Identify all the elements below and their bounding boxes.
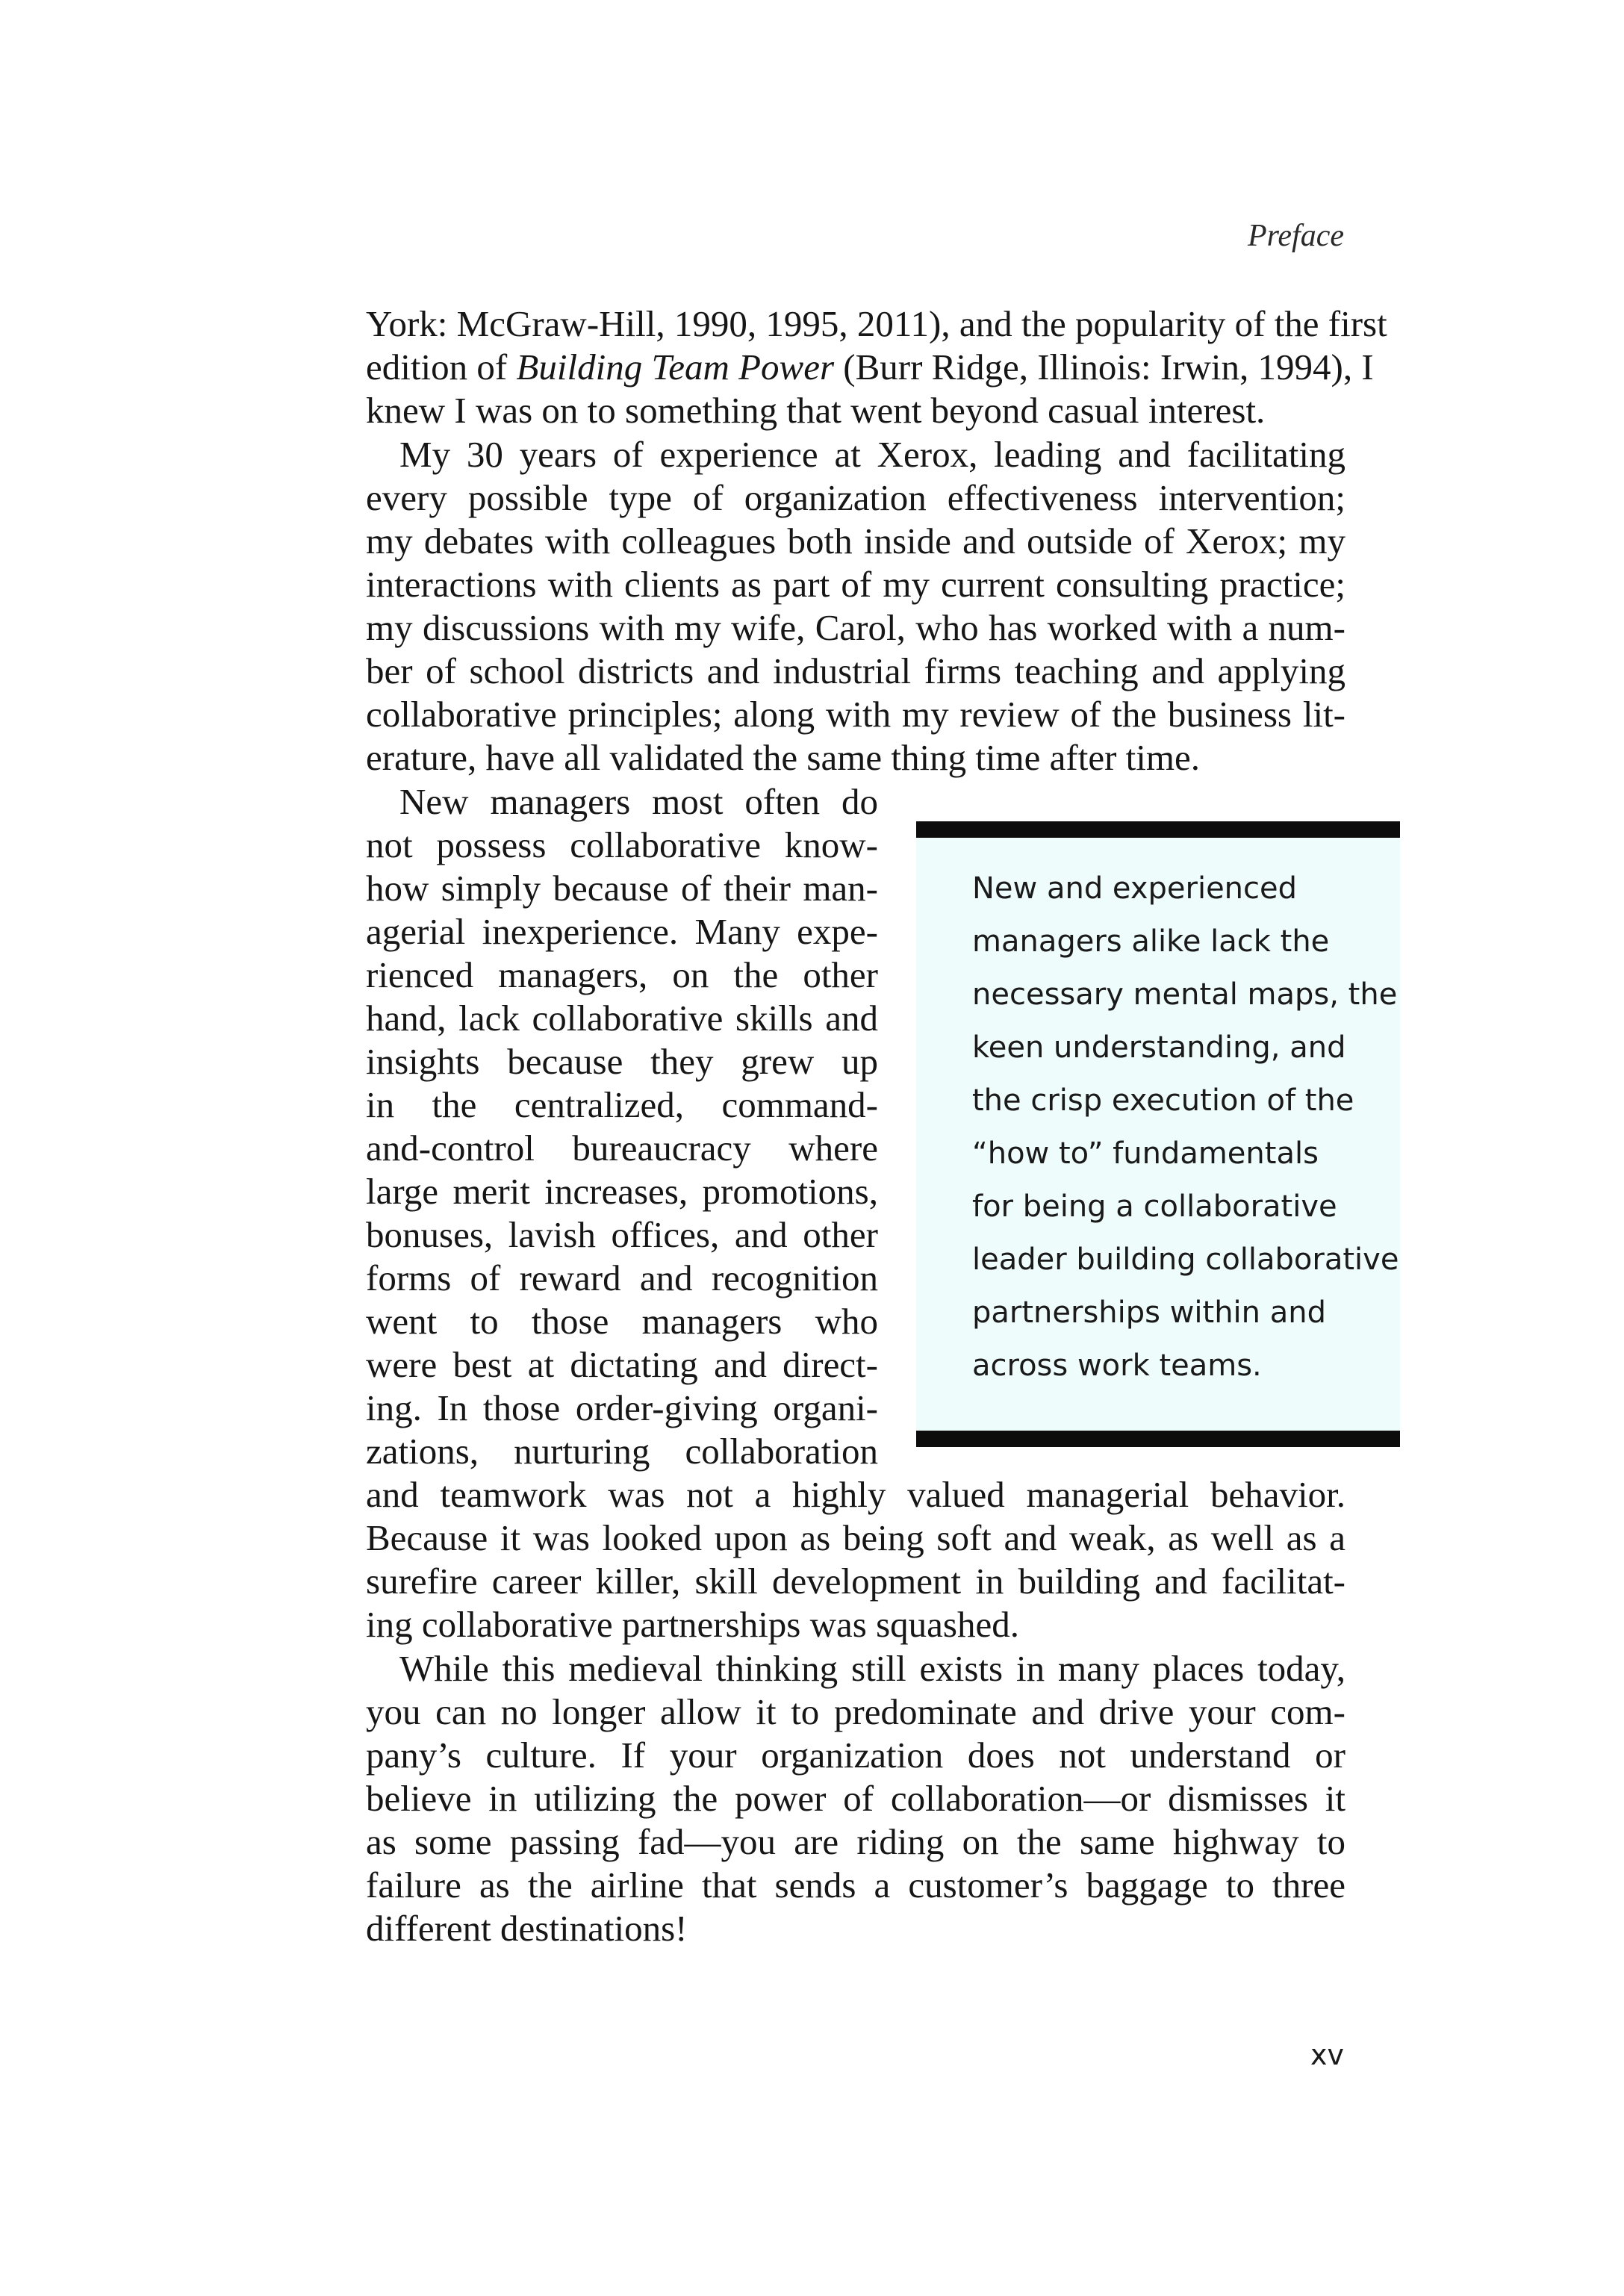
pull-quote-line: leader building collaborative <box>972 1242 1399 1277</box>
text-line: knew I was on to something that went beyond casual interest. <box>366 390 1266 431</box>
text-line: my debates with colleagues both inside and outside of Xerox; my <box>366 520 1345 561</box>
text-line: were best at dictating and direct- <box>366 1344 878 1385</box>
text-line: insights because they grew up <box>366 1041 878 1082</box>
text-line: interactions with clients as part of my current consulting practice; <box>366 564 1345 605</box>
text-line: how simply because of their man- <box>366 868 878 909</box>
text-line: edition of Building Team Power (Burr Ridge, Illinois: Irwin, 1994), I <box>366 346 1374 388</box>
text-line: surefire career killer, skill development in building and facilitat- <box>366 1561 1345 1602</box>
book-title: Building Team Power <box>516 346 835 388</box>
pull-quote-line: “how to” fundamentals <box>972 1136 1319 1171</box>
text-line: zations, nurturing collaboration <box>366 1431 878 1472</box>
pull-quote-line: New and experienced <box>972 871 1298 906</box>
text-line: large merit increases, promotions, <box>366 1171 878 1212</box>
text-line: collaborative principles; along with my review of the business lit- <box>366 694 1345 735</box>
text-line: erature, have all validated the same thing time after time. <box>366 737 1200 778</box>
text-line: not possess collaborative know- <box>366 824 878 865</box>
text-line: bonuses, lavish offices, and other <box>366 1214 878 1255</box>
pull-quote-sidebar <box>916 821 1400 1447</box>
sidebar-bottom-rule <box>916 1431 1400 1447</box>
text-line: rienced managers, on the other <box>366 954 878 995</box>
page-number: xv <box>1310 2038 1344 2071</box>
pull-quote-line: the crisp execution of the <box>972 1083 1354 1118</box>
text-line: pany’s culture. If your organization does not understand or <box>366 1735 1345 1776</box>
text-line: every possible type of organization effectiveness intervention; <box>366 477 1345 518</box>
pull-quote-line: partnerships within and <box>972 1295 1326 1330</box>
pull-quote-line: managers alike lack the <box>972 924 1330 959</box>
text-line: and teamwork was not a highly valued managerial behavior. <box>366 1474 1345 1515</box>
text-line: as some passing fad—you are riding on the same highway to <box>366 1821 1345 1862</box>
text-line: New managers most often do <box>399 781 878 822</box>
text-line: Because it was looked upon as being soft and weak, as well as a <box>366 1517 1345 1558</box>
text-line: and-control bureaucracy where <box>366 1127 878 1169</box>
text-line: different destinations! <box>366 1908 688 1949</box>
text-line: ing collaborative partnerships was squashed. <box>366 1604 1019 1645</box>
pull-quote-box <box>916 838 1400 1431</box>
text-line: York: McGraw-Hill, 1990, 1995, 2011), and the popularity of the first <box>366 303 1387 344</box>
text-line: my discussions with my wife, Carol, who has worked with a num- <box>366 607 1345 648</box>
text-line: failure as the airline that sends a customer’s baggage to three <box>366 1864 1345 1905</box>
text-line: you can no longer allow it to predominate and drive your com- <box>366 1691 1345 1732</box>
pull-quote-line: across work teams. <box>972 1348 1262 1383</box>
text-line: agerial inexperience. Many expe- <box>366 911 878 952</box>
text-line: While this medieval thinking still exists in many places today, <box>399 1648 1345 1689</box>
text-line: ing. In those order-giving organi- <box>366 1387 878 1428</box>
text-line: forms of reward and recognition <box>366 1257 878 1298</box>
pull-quote-line: for being a collaborative <box>972 1189 1337 1224</box>
sidebar-top-rule <box>916 821 1400 838</box>
text-line: My 30 years of experience at Xerox, leading and facilitating <box>399 434 1345 475</box>
text-line: ber of school districts and industrial firms teaching and applying <box>366 650 1345 691</box>
text-line: went to those managers who <box>366 1301 878 1342</box>
text-line: believe in utilizing the power of collaboration—or dismisses it <box>366 1778 1345 1819</box>
text-line: hand, lack collaborative skills and <box>366 998 878 1039</box>
text-line: in the centralized, command- <box>366 1084 878 1125</box>
pull-quote-line: keen understanding, and <box>972 1030 1346 1065</box>
running-head: Preface <box>1247 219 1344 253</box>
pull-quote-line: necessary mental maps, the <box>972 977 1398 1012</box>
